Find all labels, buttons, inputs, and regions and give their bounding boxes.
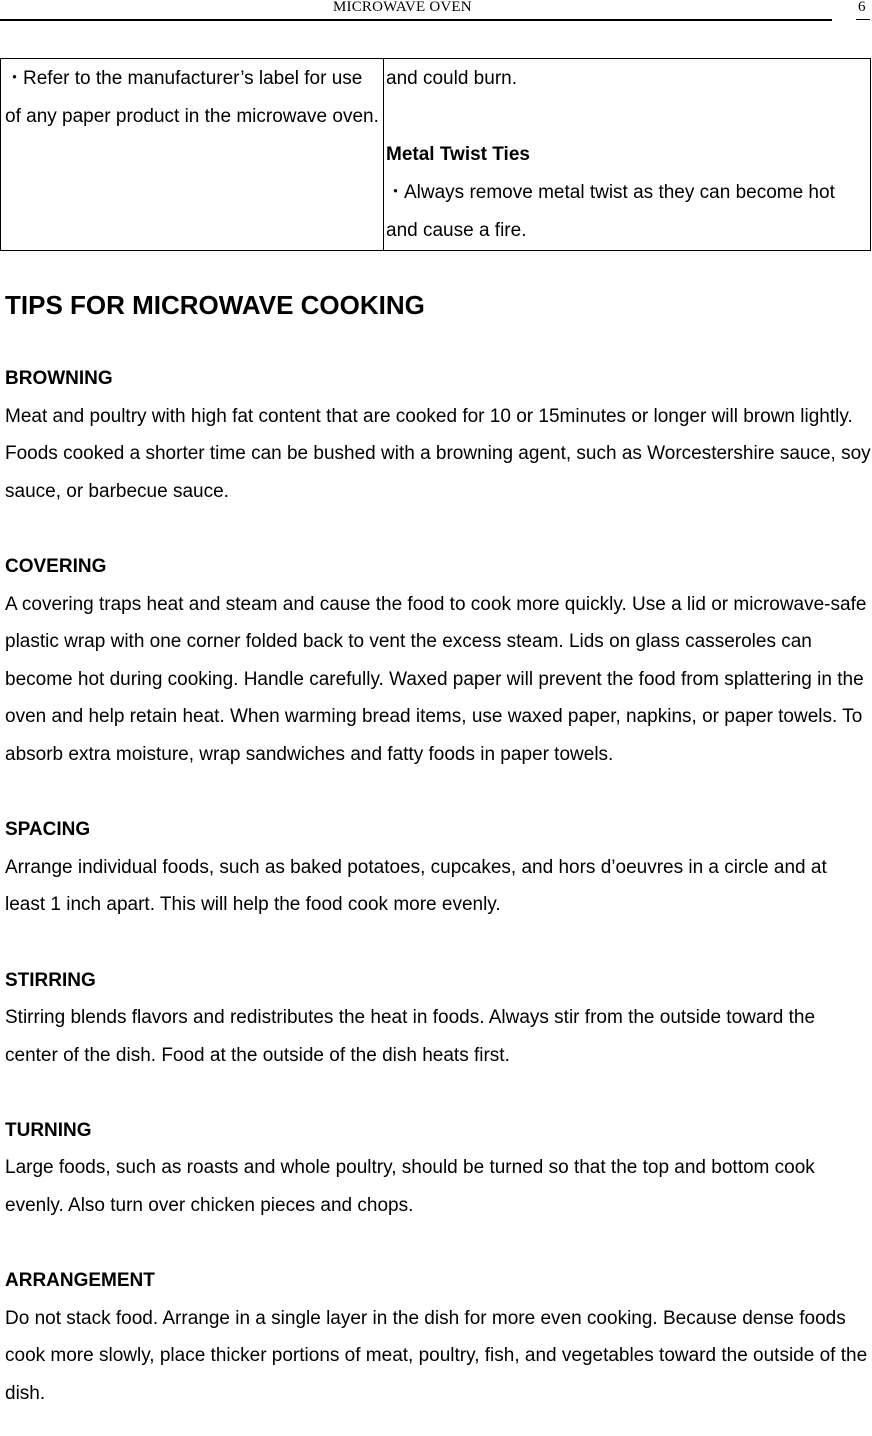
- section-text: Meat and poultry with high fat content that are cooked for 10 or 15minutes or longer will brown lightly. Foods cooked a shorter time can be bushed with a browning agent, such as Worcestershire sauce, soy sauce, or barbecue sauce.: [5, 405, 871, 502]
- section-stirring: [5, 962, 871, 1075]
- section-text: Arrange individual foods, such as baked potatoes, cupcakes, and hors d’oeuvres in a circle and at least 1 inch apart. This will help the food cook more evenly.: [5, 856, 827, 916]
- page-header: [0, 0, 872, 22]
- section-text: Stirring blends flavors and redistributes the heat in foods. Always stir from the outside toward the center of the dish. Food at the outside of the dish heats first.: [5, 1007, 816, 1066]
- bullet-icon: ・: [5, 68, 25, 89]
- page-number: 6: [858, 0, 866, 15]
- metal-twist-ties-note: [386, 174, 870, 250]
- section-heading: COVERING: [5, 555, 107, 577]
- header-title: MICROWAVE OVEN: [333, 0, 472, 15]
- section-heading: SPACING: [5, 819, 91, 841]
- section-heading: TURNING: [5, 1119, 92, 1141]
- bullet-icon: ・: [386, 182, 406, 203]
- section-heading: ARRANGEMENT: [5, 1270, 155, 1292]
- main-title: TIPS FOR MICROWAVE COOKING: [5, 290, 425, 320]
- page-number-rule: [856, 19, 870, 20]
- metal-twist-ties-heading: Metal Twist Ties: [386, 144, 530, 165]
- section-heading: BROWNING: [5, 368, 113, 389]
- spacer: [5, 327, 871, 360]
- section-text: Do not stack food. Arrange in a single layer in the dish for more even cooking. Because dense foods cook more slowly, place thicker portions of meat, poultry, fish, and vegetables toward the outside of the dish.: [5, 1307, 868, 1405]
- section-heading: STIRRING: [5, 969, 96, 991]
- section-browning: [5, 360, 871, 510]
- header-rule: [0, 19, 832, 21]
- table-cell-paper: [1, 59, 384, 251]
- spacer: [5, 1225, 871, 1263]
- section-text: A covering traps heat and steam and cause the food to cook more quickly. Use a lid or microwave-safe plastic wrap with one corner folded back to vent the excess steam. Lids on glass casseroles can become hot during cooking. Handle carefully. Waxed paper will prevent the food from splattering in the oven and help retain heat. When warming bread items, use waxed paper, napkins, or paper towels. To absorb extra moisture, wrap sandwiches and fatty foods in paper towels.: [5, 593, 867, 765]
- section-arrangement: [5, 1262, 871, 1412]
- spacer: [5, 510, 871, 548]
- paper-note-text: Refer to the manufacturer’s label for use of any paper product in the microwave oven.: [5, 68, 379, 127]
- table-row: [1, 59, 871, 251]
- cell-spacer: [386, 98, 870, 136]
- spacer: [5, 924, 871, 962]
- continued-text: and could burn.: [386, 68, 517, 89]
- table-cell-metal: [384, 59, 871, 251]
- paper-metal-table: [0, 58, 871, 251]
- spacer: [5, 1074, 871, 1112]
- document-body: [5, 283, 871, 1413]
- spacer: [5, 774, 871, 812]
- section-spacing: [5, 811, 871, 924]
- metal-twist-ties-text: Always remove metal twist as they can become hot and cause a fire.: [386, 182, 835, 241]
- section-turning: [5, 1112, 871, 1225]
- section-covering: [5, 548, 871, 774]
- section-text: Large foods, such as roasts and whole poultry, should be turned so that the top and bottom cook evenly. Also turn over chicken pieces and chops.: [5, 1157, 815, 1217]
